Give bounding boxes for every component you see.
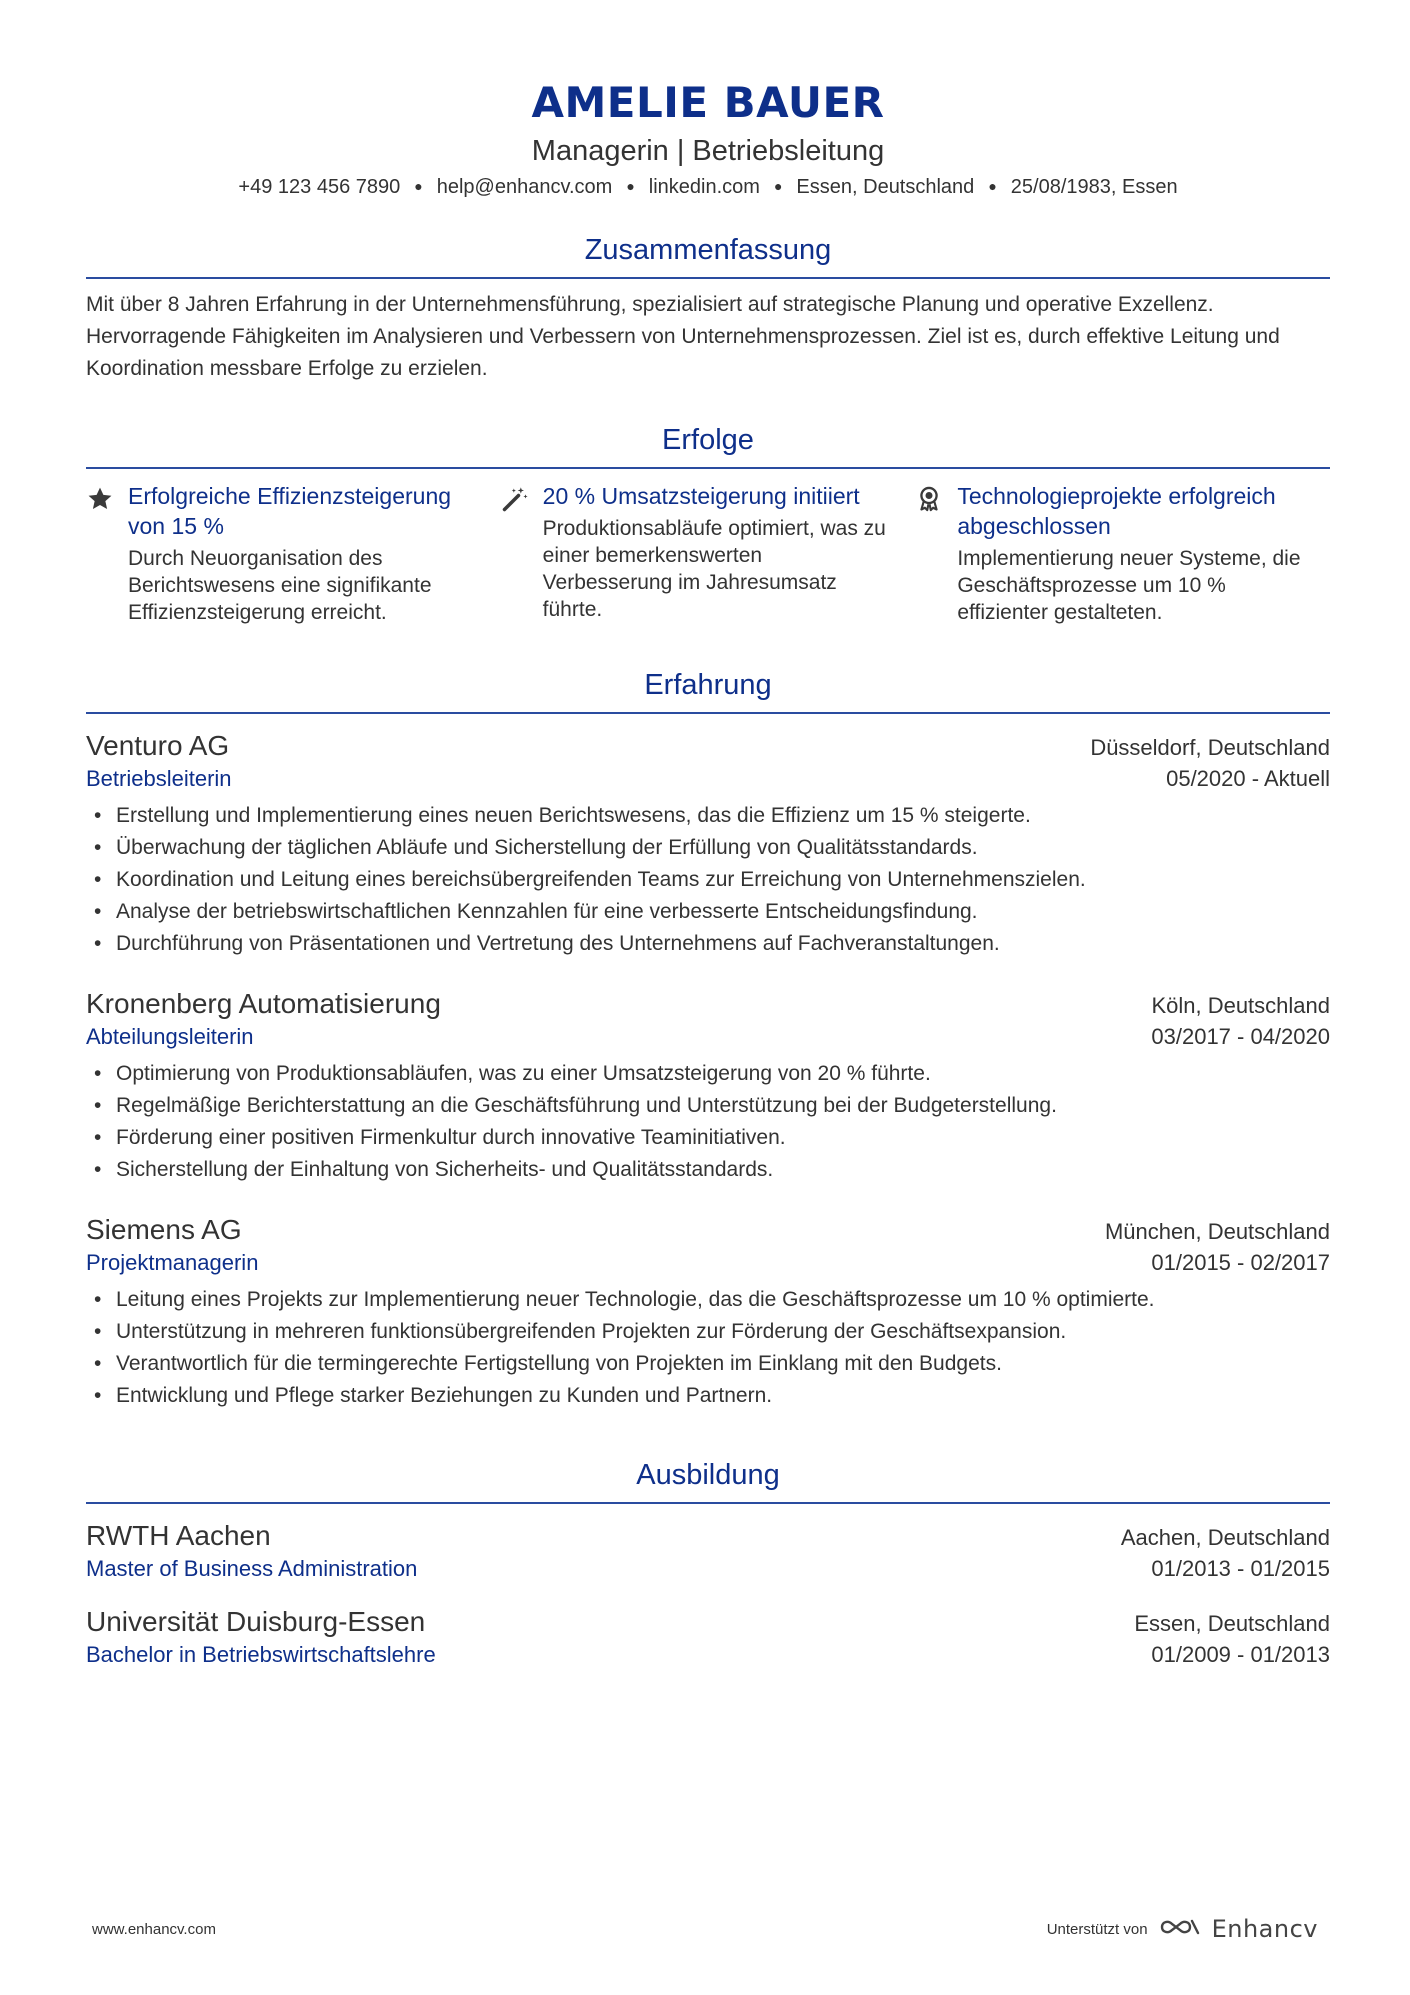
contact-email[interactable]: help@enhancv.com: [436, 176, 613, 198]
job-dates: 05/2020 - Aktuell: [1166, 766, 1330, 791]
education-dates: 01/2013 - 01/2015: [1151, 1556, 1330, 1581]
job-entry: [86, 1212, 1330, 1412]
achievement-title: Technologieprojekte erfolgreich abgeschlossen: [957, 483, 1276, 539]
job-location: Köln, Deutschland: [1151, 993, 1330, 1018]
school-location: Aachen, Deutschland: [1120, 1525, 1330, 1550]
candidate-name: AMELIE BAUER: [531, 78, 885, 127]
school-name: Universität Duisburg-Essen: [86, 1606, 426, 1637]
page-footer: [92, 1915, 1318, 1943]
achievement-item: [86, 481, 501, 626]
job-location: Düsseldorf, Deutschland: [1090, 735, 1330, 760]
achievement-description: Implementierung neuer Systeme, die Geschäftsprozesse um 10 % effizienter gestalteten.: [957, 547, 1301, 624]
title-secondary: Betriebsleitung: [692, 135, 885, 167]
bullet-item: • Erstellung und Implementierung eines neuen Berichtswesens, das die Effizienz um 15 % steigerte.: [86, 800, 1330, 832]
bullet-item: • Koordination und Leitung eines bereichsübergreifenden Teams zur Erreichung von Unternehmenszielen.: [86, 864, 1330, 896]
achievement-description: Produktionsabläufe optimiert, was zu einer bemerkenswerten Verbesserung im Jahresumsatz führte.: [542, 517, 886, 621]
achievement-title: Erfolgreiche Effizienzsteigerung von 15 %: [128, 483, 452, 539]
bullet-item: • Förderung einer positiven Firmenkultur durch innovative Teaminitiativen.: [86, 1122, 1330, 1154]
education-heading: Ausbildung: [86, 1456, 1330, 1504]
achievements-grid: [86, 481, 1330, 626]
job-location: München, Deutschland: [1104, 1219, 1330, 1244]
contact-birth: 25/08/1983, Essen: [1010, 176, 1178, 198]
contact-separator: ●: [988, 178, 997, 194]
job-dates: 03/2017 - 04/2020: [1151, 1024, 1330, 1049]
education-section: [86, 1456, 1330, 1670]
resume-header: [86, 0, 1330, 201]
brand-name: Enhancv: [1211, 1915, 1318, 1943]
award-ribbon-icon: [915, 481, 957, 626]
bullet-item: • Regelmäßige Berichterstattung an die Geschäftsführung und Unterstützung bei der Budgeterstellung.: [86, 1090, 1330, 1122]
title-separator: |: [676, 135, 685, 167]
bullet-item: • Verantwortlich für die termingerechte Fertigstellung von Projekten im Einklang mit den Budgets.: [86, 1348, 1330, 1380]
company-name: Siemens AG: [86, 1214, 242, 1245]
experience-section: [86, 666, 1330, 1412]
school-name: RWTH Aachen: [86, 1520, 271, 1551]
summary-heading: Zusammenfassung: [86, 231, 1330, 279]
bullet-item: • Durchführung von Präsentationen und Vertretung des Unternehmens auf Fachveranstaltungen.: [86, 928, 1330, 960]
experience-heading: Erfahrung: [86, 666, 1330, 714]
star-icon: [86, 481, 128, 626]
summary-text: Mit über 8 Jahren Erfahrung in der Unternehmensführung, spezialisiert auf strategische Planung und operative Exzellenz. Hervorragende Fähigkeiten im Analysieren und Verbessern von Unternehmensprozessen. Ziel ist es, durch effektive Leitung und Koordination messbare Erfolge zu erzielen.: [86, 293, 1280, 380]
education-entry: [86, 1518, 1330, 1584]
education-dates: 01/2009 - 01/2013: [1151, 1642, 1330, 1667]
achievement-item: [915, 481, 1330, 626]
contact-separator: ●: [773, 178, 783, 194]
bullet-item: • Optimierung von Produktionsabläufen, was zu einer Umsatzsteigerung von 20 % führte.: [86, 1058, 1330, 1090]
school-location: Essen, Deutschland: [1134, 1611, 1330, 1636]
bullet-item: • Entwicklung und Pflege starker Beziehungen zu Kunden und Partnern.: [86, 1380, 1330, 1412]
contact-separator: ●: [626, 178, 635, 194]
bullet-item: • Analyse der betriebswirtschaftlichen Kennzahlen für eine verbesserte Entscheidungsfindung.: [86, 896, 1330, 928]
contact-separator: ●: [414, 178, 423, 194]
achievements-section: [86, 421, 1330, 626]
company-name: Kronenberg Automatisierung: [86, 988, 441, 1019]
title-primary: Managerin: [531, 135, 669, 167]
bullet-item: • Unterstützung in mehreren funktionsübergreifenden Projekten zur Förderung der Geschäftsexpansion.: [86, 1316, 1330, 1348]
summary-section: [86, 231, 1330, 385]
contact-info: [86, 172, 1330, 201]
job-bullets: [86, 800, 1330, 960]
job-role: Betriebsleiterin: [86, 766, 232, 791]
enhancv-logo-icon: [1158, 1915, 1202, 1943]
degree: Bachelor in Betriebswirtschaftslehre: [86, 1642, 436, 1667]
achievement-description: Durch Neuorganisation des Berichtswesens eine signifikante Effizienzsteigerung erreicht.: [128, 547, 432, 624]
achievements-heading: Erfolge: [86, 421, 1330, 469]
powered-by-label: Unterstützt von: [1046, 1920, 1148, 1938]
job-role: Abteilungsleiterin: [86, 1024, 254, 1049]
degree: Master of Business Administration: [86, 1556, 418, 1581]
bullet-item: • Leitung eines Projekts zur Implementierung neuer Technologie, das die Geschäftsprozesse um 10 % optimierte.: [86, 1284, 1330, 1316]
bullet-item: • Sicherstellung der Einhaltung von Sicherheits- und Qualitätsstandards.: [86, 1154, 1330, 1186]
footer-branding: [1047, 1915, 1318, 1943]
job-dates: 01/2015 - 02/2017: [1151, 1250, 1330, 1275]
footer-website[interactable]: www.enhancv.com: [92, 1920, 216, 1938]
company-name: Venturo AG: [86, 730, 230, 761]
achievement-item: [501, 481, 916, 626]
job-title: [86, 132, 1330, 170]
job-entry: [86, 728, 1330, 960]
resume-page: [86, 0, 1330, 1670]
magic-wand-icon: [501, 481, 543, 626]
job-bullets: [86, 1284, 1330, 1412]
contact-location: Essen, Deutschland: [796, 176, 975, 198]
job-role: Projektmanagerin: [86, 1250, 259, 1275]
education-entry: [86, 1604, 1330, 1670]
bullet-item: • Überwachung der täglichen Abläufe und Sicherstellung der Erfüllung von Qualitätsstandards.: [86, 832, 1330, 864]
job-entry: [86, 986, 1330, 1186]
job-bullets: [86, 1058, 1330, 1186]
contact-linkedin[interactable]: linkedin.com: [648, 176, 760, 198]
contact-phone: +49 123 456 7890: [238, 176, 401, 198]
achievement-title: 20 % Umsatzsteigerung initiiert: [542, 483, 860, 509]
